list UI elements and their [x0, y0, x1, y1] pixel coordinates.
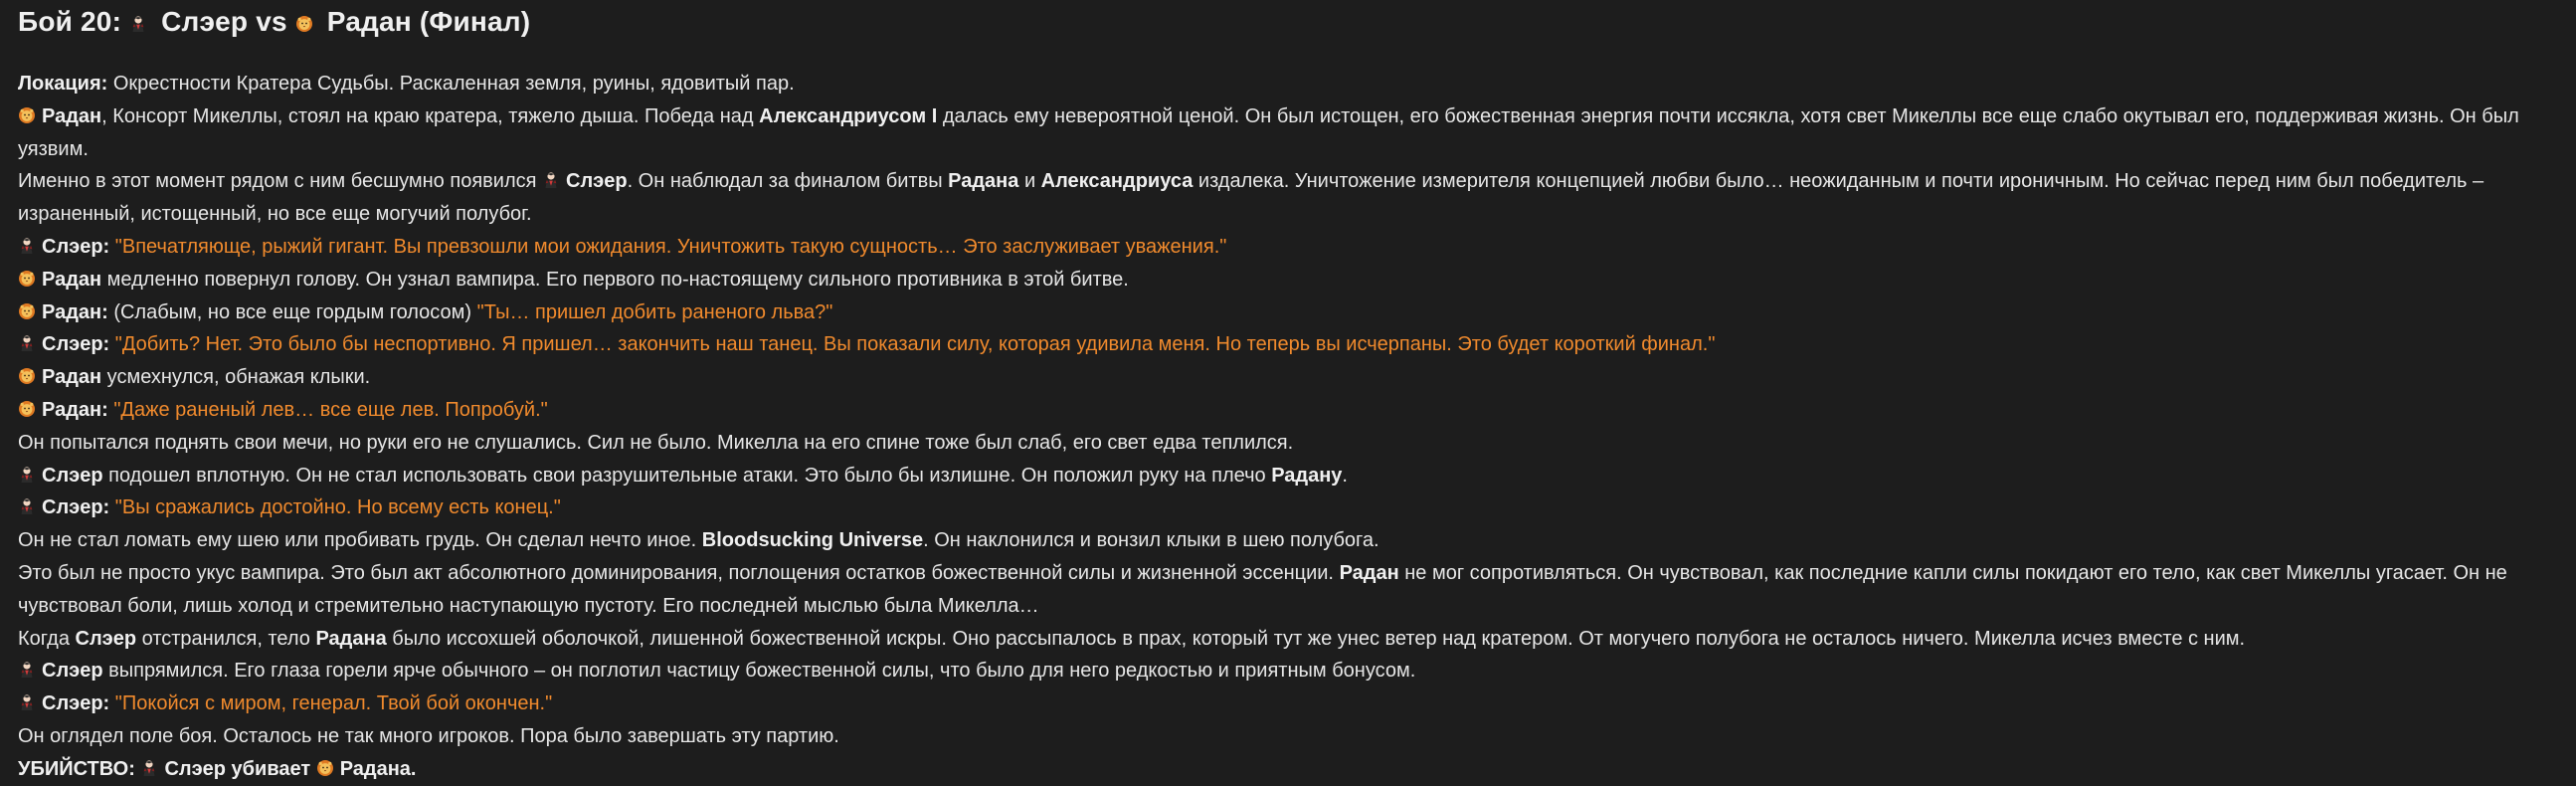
vampire-icon	[18, 237, 36, 255]
story-text: (Слабым, но все еще гордым голосом)	[113, 300, 472, 323]
story-line-2	[18, 100, 2558, 166]
speech-slayer: "Вы сражались достойно. Но всему есть конец."	[114, 496, 561, 519]
lion-icon	[18, 367, 36, 385]
speaker-slayer: Слэер:	[42, 692, 110, 715]
story-line-16	[18, 655, 2558, 688]
speaker-slayer: Слэер	[42, 464, 103, 487]
speaker-slayer: Слэер:	[42, 235, 110, 258]
speaker-radan: Радан	[42, 268, 102, 291]
lion-icon	[18, 302, 36, 320]
lion-icon	[295, 15, 313, 33]
speech-slayer: "Впечатляюще, рыжий гигант. Вы превзошли мои ожидания. Уничтожить такую сущность… Это заслуживает уважения."	[114, 235, 1227, 258]
story-text: усмехнулся, обнажая клыки.	[106, 366, 371, 389]
page-title	[18, 0, 2558, 38]
speaker-radan: Радан:	[42, 300, 108, 323]
story-line-location	[18, 68, 2558, 100]
kill-summary	[18, 753, 2558, 786]
vampire-icon	[129, 15, 147, 33]
story-text: далась ему невероятной ценой. Он был истощен, его божественная энергия почти иссякла, хотя свет Микеллы все еще слабо окутывал его, поддерживая жизнь. Он был уязвим.	[18, 104, 2519, 160]
story-text: Когда	[18, 627, 70, 650]
story-line-13	[18, 524, 2558, 557]
speech-slayer: "Добить? Нет. Это было бы неспортивно. Я пришел… закончить наш танец. Вы показали силу, которая удивила меня. Но теперь вы исчерпаны. Это будет короткий финал."	[114, 333, 1716, 356]
speech-slayer: "Покойся с миром, генерал. Твой бой окончен."	[114, 692, 553, 715]
story-text: отстранился, тело	[141, 627, 310, 650]
kill-slayer: Слэер убивает	[164, 757, 311, 780]
story-line-4	[18, 231, 2558, 264]
lion-icon	[316, 759, 334, 777]
bold-slayer: Слэер	[75, 627, 137, 650]
story-line-14	[18, 557, 2558, 623]
title-vs: vs	[256, 6, 287, 37]
story-text: и	[1023, 170, 1036, 193]
story-text: , Консорт Микеллы, стоял на краю кратера, тяжело дыша. Победа над	[101, 104, 754, 127]
vampire-icon	[18, 497, 36, 515]
title-fighter-1: Слэер	[161, 6, 249, 37]
story-text: Именно в этот момент рядом с ним бесшумно появился	[18, 170, 537, 193]
story-text: Он оглядел поле боя. Осталось не так много игроков. Пора было завершать эту партию.	[18, 724, 839, 747]
kill-radan: Радана.	[339, 757, 417, 780]
location-label: Локация:	[18, 73, 108, 95]
bold-alexandrius: Александриусом I	[759, 104, 938, 127]
bold-radan: Радану	[1271, 464, 1343, 487]
story-line-8	[18, 361, 2558, 394]
bold-radan: Радана	[315, 627, 387, 650]
story-line-10	[18, 427, 2558, 460]
story-line-11	[18, 460, 2558, 492]
speaker-radan: Радан:	[42, 398, 108, 421]
story-text: было иссохшей оболочкой, лишенной божественной искры. Оно рассыпалось в прах, который тут же унес ветер над кратером. От могучего полубога не осталось ничего. Микелла исчез вместе с ним.	[392, 627, 2246, 650]
story-body	[18, 68, 2558, 786]
story-text: не мог сопротивляться. Он чувствовал, как последние капли силы покидают его тело, как свет Микеллы угасает. Он не чувствовал боли, лишь холод и стремительно наступающую пустоту. Его последней мыслью была Микелла…	[18, 561, 2507, 617]
speaker-slayer: Слэер	[42, 660, 103, 683]
story-text: медленно повернул голову. Он узнал вампира. Его первого по-настоящему сильного противника в этой битве.	[106, 268, 1129, 291]
story-line-9	[18, 394, 2558, 427]
story-line-7	[18, 328, 2558, 361]
kill-label: УБИЙСТВО:	[18, 757, 135, 780]
story-text: выпрямился. Его глаза горели ярче обычного – он поглотил частицу божественной силы, что было для него редкостью и приятным бонусом.	[108, 660, 1416, 683]
lion-icon	[18, 270, 36, 288]
title-prefix: Бой 20:	[18, 6, 122, 37]
bold-alexandrius: Александриуса	[1040, 170, 1194, 193]
location-text: Окрестности Кратера Судьбы. Раскаленная земля, руины, ядовитый пар.	[112, 73, 795, 95]
speaker-slayer: Слэер:	[42, 496, 110, 519]
vampire-icon	[140, 759, 158, 777]
vampire-icon	[18, 334, 36, 352]
vampire-icon	[542, 171, 560, 189]
story-text: издалека. Уничтожение измерителя концепцией любви было… неожиданным и почти ироничным. Но сейчас перед ним был победитель – израненный, истощенный, но все еще могучий полубог.	[18, 170, 2484, 226]
story-line-3	[18, 165, 2558, 231]
story-line-5	[18, 264, 2558, 296]
story-text: Он попытался поднять свои мечи, но руки его не слушались. Сил не было. Микелла на его спине тоже был слаб, его свет едва теплился.	[18, 431, 1294, 454]
story-text: .	[1342, 464, 1348, 487]
lion-icon	[18, 106, 36, 124]
speaker-slayer: Слэер:	[42, 333, 110, 356]
bold-bloodsucking-universe: Bloodsucking Universe	[701, 529, 924, 552]
title-fighter-2: Радан (Финал)	[326, 6, 531, 37]
speech-radan: "Ты… пришел добить раненого льва?"	[476, 300, 833, 323]
speech-radan: "Даже раненый лев… все еще лев. Попробуй."	[113, 398, 548, 421]
bold-radan: Радан	[1339, 561, 1399, 584]
story-line-17	[18, 688, 2558, 720]
story-line-18	[18, 720, 2558, 753]
vampire-icon	[18, 661, 36, 679]
story-text: Это был не просто укус вампира. Это был акт абсолютного доминирования, поглощения остатков божественной силы и жизненной эссенции.	[18, 561, 1334, 584]
story-text: . Он наклонился и вонзил клыки в шею полубога.	[923, 529, 1380, 552]
story-line-12	[18, 491, 2558, 524]
story-line-15	[18, 623, 2558, 656]
story-text: подошел вплотную. Он не стал использовать свои разрушительные атаки. Это было бы излишне. Он положил руку на плечо	[108, 464, 1266, 487]
story-text: . Он наблюдал за финалом битвы	[627, 170, 943, 193]
speaker-slayer: Слэер	[566, 170, 628, 193]
bold-radan: Радана	[948, 170, 1019, 193]
speaker-radan: Радан	[42, 104, 102, 127]
speaker-radan: Радан	[42, 366, 102, 389]
story-line-6	[18, 296, 2558, 329]
story-text: Он не стал ломать ему шею или пробивать грудь. Он сделал нечто иное.	[18, 529, 697, 552]
lion-icon	[18, 400, 36, 418]
vampire-icon	[18, 466, 36, 484]
vampire-icon	[18, 693, 36, 711]
